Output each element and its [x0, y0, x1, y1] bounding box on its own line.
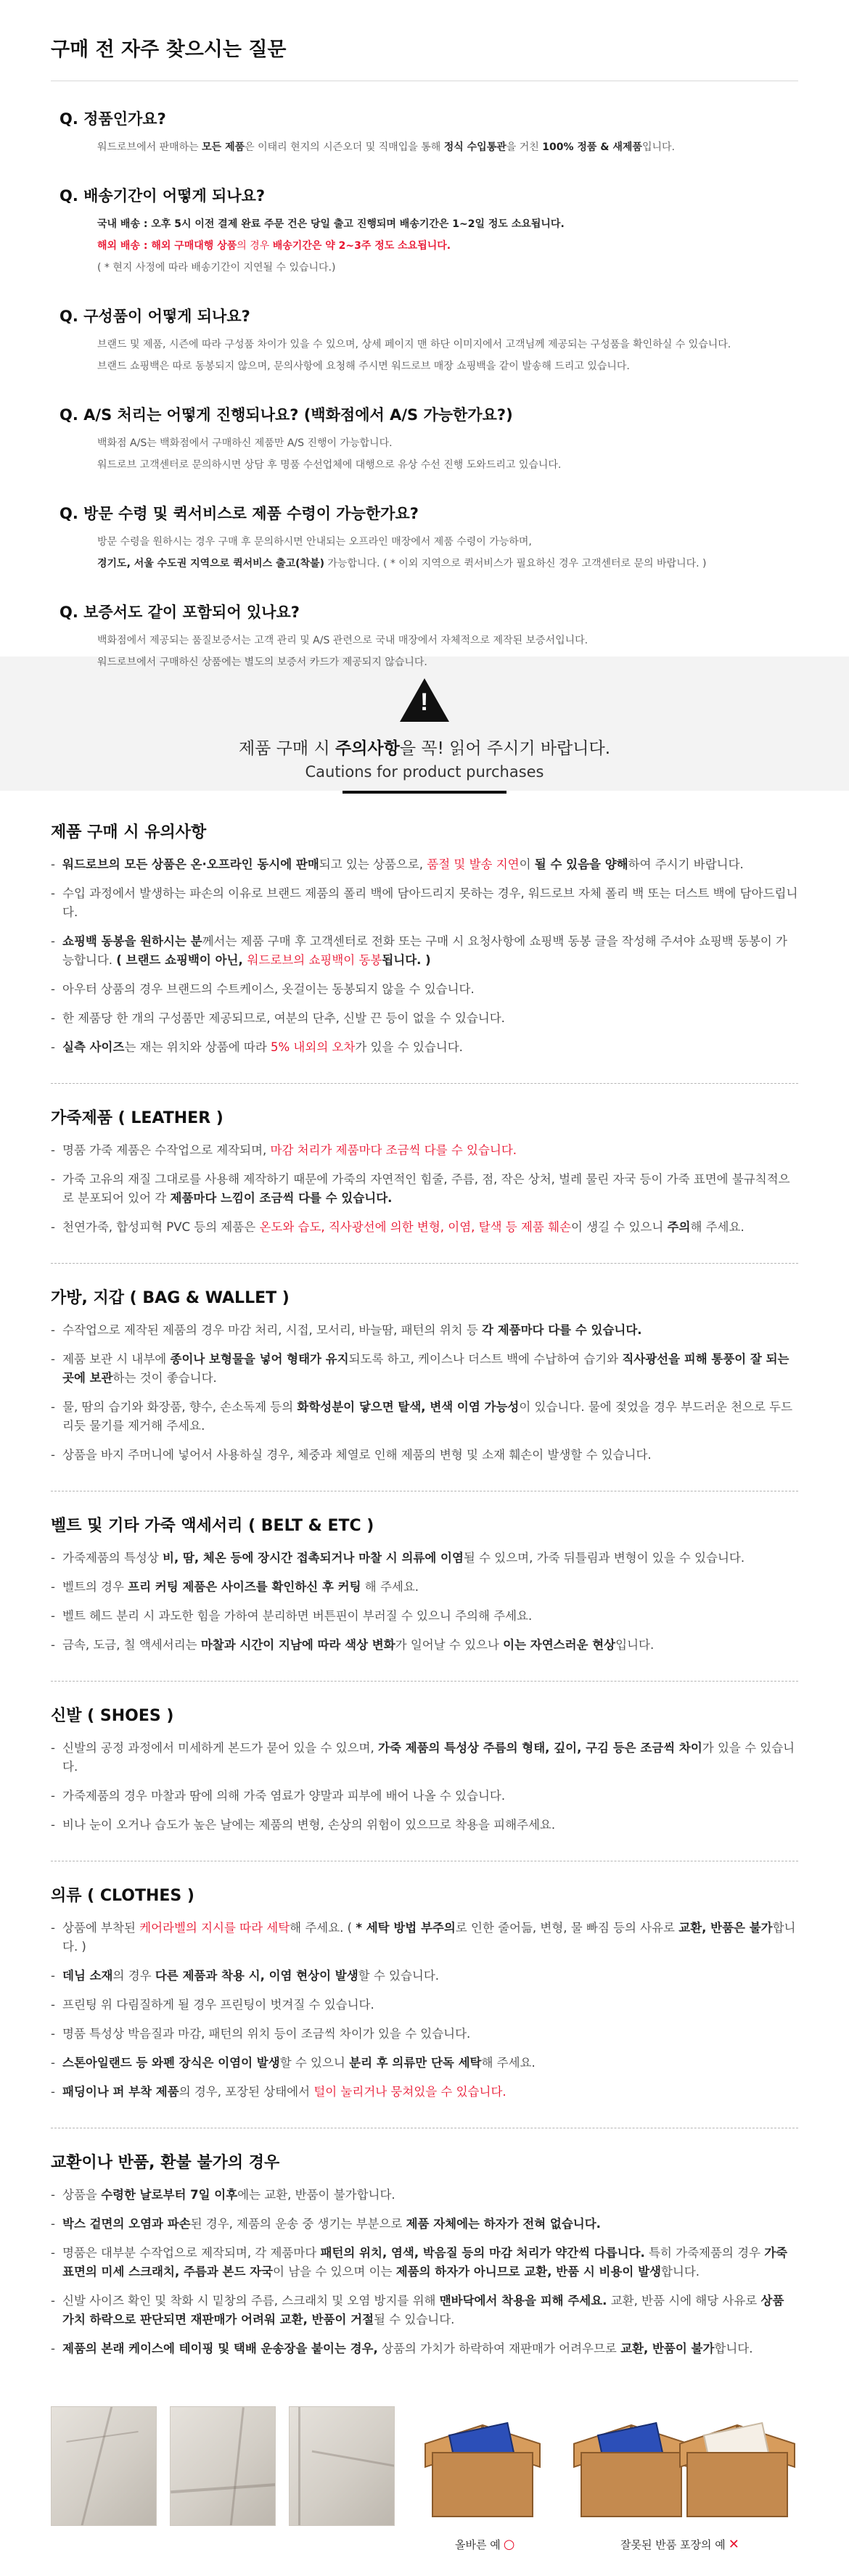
text-segment: 벨트 헤드 분리 시 과도한 힘을 가하여 분리하면 버튼핀이 부러질 수 있으니 주의해 주세요. — [62, 1609, 533, 1623]
text-segment: 천연가죽, 합성피혁 PVC 등의 제품은 — [62, 1220, 260, 1234]
text-segment: 될 수 있음을 양해 — [534, 857, 628, 871]
caution-bullet — [51, 2340, 798, 2358]
text-segment: 금속, 도금, 칠 액세서리는 — [62, 1638, 201, 1652]
text-segment: 상품을 — [62, 2188, 102, 2202]
faq-answer-line — [97, 136, 798, 158]
faq-answer — [51, 334, 798, 377]
text-segment: 제품마다 느낌이 조금씩 다를 수 있습니다. — [170, 1191, 393, 1205]
text-segment: 의 경우, 포장된 상태에서 — [179, 2085, 314, 2099]
caution-section — [51, 1285, 798, 1491]
faq-question: Q. 방문 수령 및 퀵서비스로 제품 수령이 가능한가요? — [60, 505, 419, 522]
text-segment: ( * 현지 사정에 따라 배송기간이 지연될 수 있습니다.) — [97, 262, 336, 273]
caution-bullet — [51, 855, 798, 874]
text-segment: 다른 제품과 착용 시, 이염 현상이 발생 — [155, 1969, 358, 1983]
text-segment: 명품은 대부분 수작업으로 제작되며, 각 제품마다 — [62, 2246, 321, 2260]
caution-section — [51, 1106, 798, 1264]
text-segment: 수작업으로 제작된 제품의 경우 마감 처리, 시접, 모서리, 바늘땀, 패턴의 위치 등 — [62, 1323, 483, 1337]
faq-item — [51, 184, 798, 279]
caution-bullet — [51, 2186, 798, 2205]
faq-item — [51, 107, 798, 158]
caution-section-title: 신발 ( SHOES ) — [51, 1707, 174, 1725]
caution-bullet — [51, 1996, 798, 2015]
text-segment: 품절 및 발송 지연 — [427, 857, 520, 871]
text-segment: 가 있을 수 있습니다. — [62, 1741, 795, 1774]
text-segment: 입니다. — [641, 141, 675, 153]
text-segment: 케어라벨의 지시를 따라 세탁 — [139, 1921, 290, 1935]
text-segment: 을 거친 — [506, 141, 543, 153]
text-segment: 제품의 본래 케이스에 테이핑 및 택배 운송장을 붙이는 경우, — [62, 2342, 378, 2355]
text-segment: 가죽 표면의 미세 스크래치, 주름과 본드 자국 — [62, 2246, 788, 2279]
text-segment: 합니다. — [660, 2265, 700, 2279]
text-segment: 에는 교환, 반품이 불가합니다. — [237, 2188, 395, 2202]
text-segment: 해 주세요. ( — [290, 1921, 356, 1935]
caution-bullet — [51, 1816, 798, 1835]
text-segment: 마감 처리가 제품마다 조금씩 다를 수 있습니다. — [270, 1143, 517, 1157]
damaged-box-photo-1 — [51, 2406, 157, 2526]
text-segment: 께서는 제품 구매 후 고객센터로 전화 또는 구매 시 요청사항에 쇼핑백 동봉 글을 작성해 주셔야 쇼핑백 동봉이 가능합니다. — [62, 934, 787, 967]
text-segment: 모든 제품 — [202, 141, 245, 153]
text-segment: 제품 자체에는 하자가 전혀 없습니다. — [406, 2217, 601, 2231]
text-segment: 는 재는 위치와 상품에 따라 — [124, 1040, 271, 1054]
faq-title: 구매 전 자주 찾으시는 질문 — [51, 33, 798, 81]
caution-section-title: 가방, 지갑 ( BAG & WALLET ) — [51, 1289, 290, 1307]
text-segment: 브랜드 쇼핑백은 따로 동봉되지 않으며, 문의사항에 요청해 주시면 워드로브 매장 쇼핑백을 같이 발송해 드리고 있습니다. — [97, 361, 630, 372]
text-segment: 명품 특성상 박음질과 마감, 패턴의 위치 등이 조금씩 차이가 있을 수 있습니다. — [62, 2027, 471, 2041]
text-segment: 데님 소재 — [62, 1969, 113, 1983]
text-segment: 수입 과정에서 발생하는 파손의 이유로 브랜드 제품의 폴리 백에 담아드리지 못하는 경우, 워드로브 자체 폴리 백 또는 더스트 백에 담아드립니다. — [62, 886, 798, 919]
text-segment: 가죽 제품의 특성상 주름의 형태, 깊이, 구김 등은 조금씩 차이 — [378, 1741, 702, 1755]
text-segment: 워드로브 고객센터로 문의하시면 상담 후 명품 수선업체에 대행으로 유상 수선 진행 도와드리고 있습니다. — [97, 459, 562, 471]
text-segment: 워드로브에서 구매하신 상품에는 별도의 보증서 카드가 제공되지 않습니다. — [97, 657, 427, 668]
faq-list — [51, 107, 798, 673]
caution-bullet — [51, 1607, 798, 1626]
text-segment: 상품의 가치가 하락하여 재판매가 어려우므로 — [377, 2342, 621, 2355]
caution-bullet — [51, 1009, 798, 1028]
caution-banner — [0, 657, 849, 791]
text-segment: 프리 커팅 제품은 사이즈를 확인하신 후 커팅 — [128, 1580, 361, 1594]
faq-item — [51, 305, 798, 377]
text-segment: 분리 후 의류만 단독 세탁 — [349, 2056, 482, 2070]
text-segment: 해 주세요. — [361, 1580, 419, 1594]
faq-item — [51, 502, 798, 575]
caution-bullet — [51, 1578, 798, 1597]
caution-bullet — [51, 2083, 798, 2102]
faq-answer-line — [97, 355, 798, 377]
faq-answer-line — [97, 630, 798, 651]
wrong-packaging-box-1 — [573, 2412, 689, 2521]
caution-bullet — [51, 1636, 798, 1655]
text-segment: 할 수 있습니다. — [358, 1969, 440, 1983]
banner-title-pre: 제품 구매 시 — [238, 739, 335, 758]
caution-bullet — [51, 2025, 798, 2044]
faq-question: Q. 정품인가요? — [60, 110, 166, 128]
warning-mark: ! — [420, 688, 429, 716]
text-segment: 한 제품당 한 개의 구성품만 제공되므로, 여분의 단추, 신발 끈 등이 없을 수 있습니다. — [62, 1011, 505, 1025]
wrong-packaging-box-2 — [679, 2412, 795, 2521]
text-segment: 배송기간은 약 2~3주 정도 소요됩니다. — [272, 240, 451, 252]
caution-bullet — [51, 1919, 798, 1956]
text-segment: 이 남을 수 있으며 이는 — [273, 2265, 396, 2279]
text-segment: 가능합니다. ( * 이외 지역으로 퀵서비스가 필요하신 경우 고객센터로 문의 바랍니다. ) — [324, 558, 707, 569]
faq-question: Q. 구성품이 어떻게 되나요? — [60, 308, 250, 325]
text-segment: 의 경우 — [237, 240, 273, 252]
text-segment: 패턴의 위치, 염색, 박음질 등의 마감 처리가 약간씩 다릅니다. — [320, 2246, 645, 2260]
text-segment: 종이나 보형물을 넣어 형태가 유지 — [170, 1352, 349, 1366]
faq-answer — [51, 136, 798, 158]
text-segment: 될 수 있습니다. — [374, 2313, 455, 2326]
faq-answer-line — [97, 531, 798, 553]
caution-bullet — [51, 1141, 798, 1160]
text-segment: 되고 있는 상품으로, — [319, 857, 427, 871]
correct-example-caption — [455, 2537, 514, 2552]
text-segment: 됩니다. ) — [382, 953, 431, 967]
text-segment: 해외 배송 : 해외 구매대행 상품 — [97, 240, 237, 252]
text-segment: 5% 내외의 오차 — [271, 1040, 356, 1054]
wrong-caption-text: 잘못된 반품 포장의 예 — [620, 2538, 726, 2551]
text-segment: 신발 사이즈 확인 및 착화 시 밑창의 주름, 스크래치 및 오염 방지를 위해 — [62, 2294, 440, 2308]
caution-bullet — [51, 1739, 798, 1777]
text-segment: 하여 주시기 바랍니다. — [628, 857, 744, 871]
text-segment: 프린팅 위 다림질하게 될 경우 프린팅이 벗겨질 수 있습니다. — [62, 1998, 374, 2012]
text-segment: 비, 땀, 체온 등에 장시간 접촉되거나 마찰 시 의류에 이염 — [163, 1551, 464, 1565]
warning-icon — [400, 678, 449, 722]
caution-bullet — [51, 2292, 798, 2329]
text-segment: 된 경우, 제품의 운송 중 생기는 부분으로 — [190, 2217, 406, 2231]
faq-answer-line — [97, 213, 798, 235]
faq-question: Q. A/S 처리는 어떻게 진행되나요? (백화점에서 A/S 가능한가요?) — [60, 406, 513, 424]
caution-bullet — [51, 1038, 798, 1057]
faq-answer — [51, 432, 798, 476]
text-segment: 100% 정품 & 새제품 — [542, 141, 642, 153]
faq-answer-line — [97, 553, 798, 575]
text-segment: 은 이태리 현지의 시즌오더 및 직매입을 통해 — [245, 141, 444, 153]
text-segment: 특히 가죽제품의 경우 — [644, 2246, 765, 2260]
x-mark-icon: ✕ — [728, 2537, 739, 2552]
text-segment: 교환, 반품이 불가 — [620, 2342, 715, 2355]
text-segment: 국내 배송 : 오후 5시 이전 결제 완료 주문 건은 당일 출고 진행되며 배송기간은 1~2일 정도 소요됩니다. — [97, 218, 565, 230]
text-segment: 교환, 반품은 불가 — [678, 1921, 773, 1935]
text-segment: 각 제품마다 다를 수 있습니다. — [482, 1323, 642, 1337]
caution-bullet — [51, 1446, 798, 1465]
text-segment: 합니다. ) — [62, 1921, 796, 1954]
packaging-examples — [51, 2406, 798, 2562]
text-segment: 제품 보관 시 내부에 — [62, 1352, 171, 1366]
text-segment: 상품 가치 하락으로 판단되면 재판매가 어려워 교환, 반품이 거절 — [62, 2294, 784, 2326]
text-segment: 방문 수령을 원하시는 경우 구매 후 문의하시면 안내되는 오프라인 매장에서 제품 수령이 가능하며, — [97, 536, 532, 548]
caution-section — [51, 1883, 798, 2128]
text-segment: * 세탁 방법 부주의 — [356, 1921, 456, 1935]
text-segment: 이 — [519, 857, 535, 871]
text-segment: 상품을 바지 주머니에 넣어서 사용하실 경우, 체중과 체열로 인해 제품의 변형 및 소재 훼손이 발생할 수 있습니다. — [62, 1448, 652, 1462]
damaged-box-photo-3 — [289, 2406, 395, 2526]
text-segment: 직사광선을 피해 통풍이 잘 되는 곳에 보관 — [62, 1352, 789, 1385]
caution-bullet — [51, 1218, 798, 1237]
caution-section — [51, 820, 798, 1084]
banner-title — [0, 735, 849, 759]
correct-packaging-box — [424, 2412, 541, 2521]
text-segment: 입니다. — [615, 1638, 655, 1652]
text-segment: 맨바닥에서 착용을 피해 주세요. — [439, 2294, 607, 2308]
text-segment: 될 수 있으며, 가죽 뒤틀림과 변형이 있을 수 있습니다. — [463, 1551, 745, 1565]
caution-bullet — [51, 2215, 798, 2234]
faq-answer-line — [97, 334, 798, 355]
caution-bullet — [51, 932, 798, 970]
faq-answer — [51, 213, 798, 279]
text-segment: 하는 것이 좋습니다. — [112, 1371, 217, 1385]
text-segment: 주의 — [667, 1220, 691, 1234]
text-segment: 이는 자연스러운 현상 — [503, 1638, 616, 1652]
text-segment: 가 있을 수 있습니다. — [355, 1040, 463, 1054]
caution-section-title: 가죽제품 ( LEATHER ) — [51, 1109, 223, 1127]
text-segment: 경기도, 서울 수도권 지역으로 퀵서비스 출고(착불) — [97, 558, 324, 569]
text-segment: 백화점에서 제공되는 품질보증서는 고객 관리 및 A/S 관련으로 국내 매장에서 자체적으로 제작된 보증서입니다. — [97, 635, 588, 646]
wrong-example-caption — [620, 2537, 739, 2552]
text-segment: 백화점 A/S는 백화점에서 구매하신 제품만 A/S 진행이 가능합니다. — [97, 437, 393, 449]
caution-bullet — [51, 1170, 798, 1208]
text-segment: 되도록 하고, 케이스나 더스트 백에 수납하여 습기와 — [348, 1352, 623, 1366]
text-segment: 로 인한 줄어듦, 변형, 물 빠짐 등의 사유로 — [455, 1921, 679, 1935]
text-segment: 실측 사이즈 — [62, 1040, 125, 1054]
text-segment: 제품의 하자가 아니므로 교환, 반품 시 비용이 발생 — [395, 2265, 661, 2279]
cautions-section — [0, 791, 849, 2384]
text-segment: 워드로브의 쇼핑백이 동봉 — [247, 953, 382, 967]
text-segment: 온도와 습도, 직사광선에 의한 변형, 이염, 탈색 등 제품 훼손 — [259, 1220, 571, 1234]
faq-question: Q. 배송기간이 어떻게 되나요? — [60, 187, 266, 205]
text-segment: 교환, 반품 시에 해당 사유로 — [607, 2294, 761, 2308]
text-segment: 가죽제품의 특성상 — [62, 1551, 163, 1565]
faq-answer-line — [97, 432, 798, 454]
text-segment: 해 주세요. — [690, 1220, 745, 1234]
text-segment: 신발의 공정 과정에서 미세하게 본드가 묻어 있을 수 있으며, — [62, 1741, 378, 1755]
caution-bullet — [51, 2054, 798, 2073]
faq-question: Q. 보증서도 같이 포함되어 있나요? — [60, 604, 300, 621]
text-segment: 털이 눌리거나 뭉쳐있을 수 있습니다. — [313, 2085, 506, 2099]
faq-answer-line — [97, 454, 798, 476]
text-segment: 비나 눈이 오거나 습도가 높은 날에는 제품의 변형, 손상의 위험이 있으므로 착용을 피해주세요. — [62, 1818, 556, 1832]
caution-section — [51, 2150, 798, 2384]
caution-section — [51, 1703, 798, 1861]
text-segment: 물, 땀의 습기와 화장품, 향수, 손소독제 등의 — [62, 1400, 298, 1414]
caution-section-title: 벨트 및 기타 가죽 액세서리 ( BELT & ETC ) — [51, 1517, 374, 1535]
caution-bullet — [51, 1967, 798, 1986]
faq-item — [51, 403, 798, 476]
text-segment: 쇼핑백 동봉을 원하시는 분 — [62, 934, 202, 948]
text-segment: 할 수 있으니 — [279, 2056, 350, 2070]
faq-answer-line — [97, 257, 798, 279]
text-segment: ( 브랜드 쇼핑백이 아닌, — [116, 953, 247, 967]
text-segment: 워드로브의 모든 상품은 온·오프라인 동시에 판매 — [62, 857, 319, 871]
text-segment: 브랜드 및 제품, 시즌에 따라 구성품 차이가 있을 수 있으며, 상세 페이지 맨 하단 이미지에서 고객님께 제공되는 구성품을 확인하실 수 있습니다. — [97, 339, 731, 350]
caution-section-title: 교환이나 반품, 환불 불가의 경우 — [51, 2154, 280, 2172]
correct-caption-text: 올바른 예 — [455, 2538, 501, 2551]
text-segment: 상품에 부착된 — [62, 1921, 140, 1935]
caution-section-title: 제품 구매 시 유의사항 — [51, 823, 207, 841]
damaged-box-photo-2 — [170, 2406, 276, 2526]
caution-bullet — [51, 1350, 798, 1388]
text-segment: 화학성분이 닿으면 탈색, 변색 이염 가능성 — [297, 1400, 520, 1414]
caution-bullet — [51, 2244, 798, 2281]
text-segment: 가죽 고유의 재질 그대로를 사용해 제작하기 때문에 가죽의 자연적인 힘줄, 주름, 점, 작은 상처, 벌레 물린 자국 등이 가죽 표면에 불규칙적으로 분포되어 있어 각 — [62, 1172, 790, 1205]
circle-icon: ○ — [503, 2537, 515, 2552]
text-segment: 수령한 날로부터 7일 이후 — [101, 2188, 238, 2202]
caution-bullet — [51, 1398, 798, 1436]
text-segment: 해 주세요. — [481, 2056, 536, 2070]
text-segment: 박스 겉면의 오염과 파손 — [62, 2217, 191, 2231]
caution-bullet — [51, 980, 798, 999]
text-segment: 벨트의 경우 — [62, 1580, 128, 1594]
text-segment: 마찰과 시간이 지남에 따라 색상 변화 — [200, 1638, 395, 1652]
text-segment: 이 있습니다. 물에 젖었을 경우 부드러운 천으로 두드리듯 물기를 제거해 주세요. — [62, 1400, 793, 1433]
caution-bullet — [51, 1549, 798, 1568]
caution-bullet — [51, 1787, 798, 1806]
text-segment: 의 경우 — [112, 1969, 155, 1983]
text-segment: 이 생길 수 있으니 — [570, 1220, 668, 1234]
text-segment: 아우터 상품의 경우 브랜드의 수트케이스, 옷걸이는 동봉되지 않을 수 있습니다. — [62, 982, 475, 996]
caution-section-title: 의류 ( CLOTHES ) — [51, 1887, 194, 1905]
text-segment: 명품 가죽 제품은 수작업으로 제작되며, — [62, 1143, 271, 1157]
faq-section — [0, 0, 849, 668]
caution-bullet — [51, 1321, 798, 1340]
caution-bullet — [51, 884, 798, 922]
text-segment: 스톤아일랜드 등 와펜 장식은 이염이 발생 — [62, 2056, 280, 2070]
faq-answer — [51, 531, 798, 575]
banner-title-bold: 주의사항 — [335, 739, 400, 758]
text-segment: 패딩이나 퍼 부착 제품 — [62, 2085, 179, 2099]
banner-title-post: 을 꼭! 읽어 주시기 바랍니다. — [399, 739, 611, 758]
faq-answer-line — [97, 235, 798, 257]
text-segment: 가죽제품의 경우 마찰과 땀에 의해 가죽 염료가 양말과 피부에 배어 나올 수 있습니다. — [62, 1789, 506, 1803]
caution-section — [51, 1513, 798, 1682]
banner-subtitle: Cautions for product purchases — [305, 763, 544, 781]
text-segment: 합니다. — [714, 2342, 753, 2355]
text-segment: 워드로브에서 판매하는 — [97, 141, 202, 153]
text-segment: 정식 수입통관 — [443, 141, 506, 153]
text-segment: 가 일어날 수 있으나 — [395, 1638, 504, 1652]
